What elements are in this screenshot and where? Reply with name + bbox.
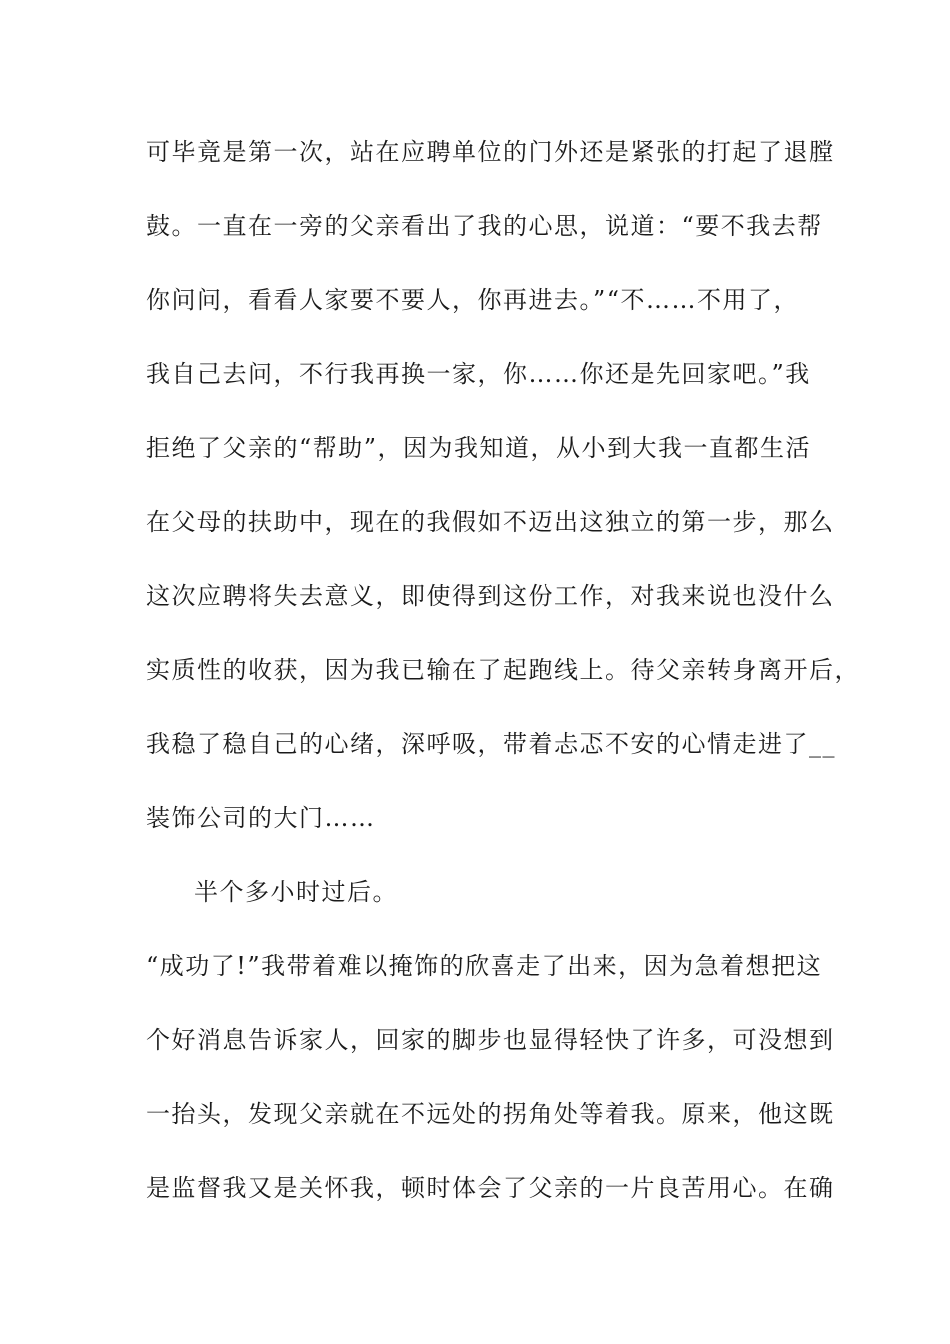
text-line-5: 拒绝了父亲的“帮助”，因为我知道，从小到大我一直都生活 [146, 434, 812, 462]
text-line-3: 你问问，看看人家要不要人，你再进去。”“不……不用了， [146, 286, 800, 314]
text-line-4: 我自己去问，不行我再换一家，你……你还是先回家吧。”我 [146, 360, 811, 388]
text-line-13: 个好消息告诉家人，回家的脚步也显得轻快了许多，可没想到 [146, 1026, 835, 1054]
text-line-12: “成功了!”我带着难以掩饰的欣喜走了出来，因为急着想把这 [146, 952, 823, 980]
text-line-8: 实质性的收获，因为我已输在了起跑线上。待父亲转身离开后， [146, 656, 860, 684]
text-line-10: 装饰公司的大门…… [146, 804, 376, 832]
text-line-6: 在父母的扶助中，现在的我假如不迈出这独立的第一步，那么 [146, 508, 835, 536]
text-line-7: 这次应聘将失去意义，即使得到这份工作，对我来说也没什么 [146, 582, 835, 610]
text-line-11: 半个多小时过后。 [194, 878, 398, 906]
text-line-14: 一抬头，发现父亲就在不远处的拐角处等着我。原来，他这既 [146, 1100, 835, 1128]
text-line-9: 我稳了稳自己的心绪，深呼吸，带着忐忑不安的心情走进了__ [146, 730, 836, 758]
text-line-2: 鼓。一直在一旁的父亲看出了我的心思，说道：“要不我去帮 [146, 212, 823, 240]
text-line-1: 可毕竟是第一次，站在应聘单位的门外还是紧张的打起了退膛 [146, 138, 835, 166]
text-line-15: 是监督我又是关怀我，顿时体会了父亲的一片良苦用心。在确 [146, 1174, 835, 1202]
